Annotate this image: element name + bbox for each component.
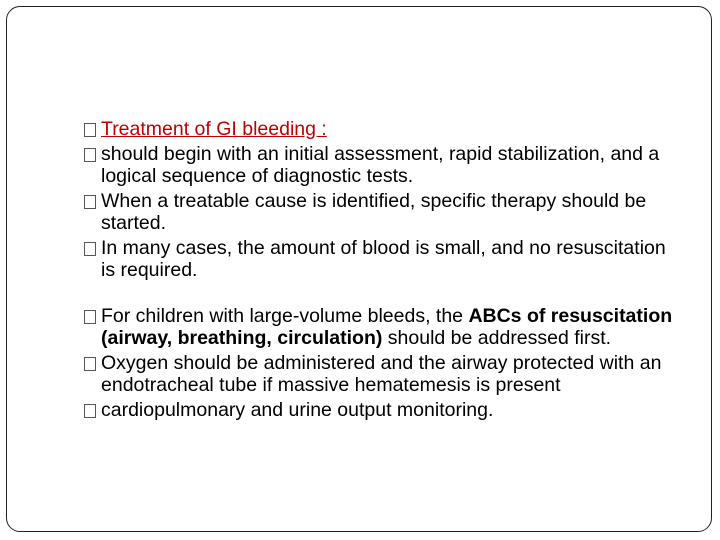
- bullet-text-pre: For children with large-volume bleeds, the: [101, 305, 469, 327]
- bullet-item: [84, 143, 684, 187]
- bullet-item: [84, 190, 684, 234]
- bullet-text-bold: ABCs of resuscitation (airway, breathing, circulation): [101, 305, 673, 349]
- checkbox-bullet-icon: [84, 195, 96, 209]
- checkbox-bullet-icon: [84, 123, 96, 137]
- checkbox-bullet-icon: [84, 357, 96, 371]
- bullet-text-post: should be addressed first.: [382, 327, 612, 349]
- bullet-item: [84, 352, 684, 396]
- bullet-title: [84, 118, 684, 140]
- bullet-item: [84, 237, 684, 281]
- slide-title: Treatment of GI bleeding :: [101, 118, 327, 140]
- checkbox-bullet-icon: [84, 404, 96, 418]
- spacer: [84, 284, 684, 305]
- checkbox-bullet-icon: [84, 242, 96, 256]
- bullet-abc: [84, 305, 684, 349]
- bullet-text: Oxygen should be administered and the airway protected with an endotracheal tube if massive hematemesis is present: [101, 352, 662, 396]
- checkbox-bullet-icon: [84, 148, 96, 162]
- bullet-item: [84, 399, 684, 421]
- bullet-text: When a treatable cause is identified, specific therapy should be started.: [101, 190, 647, 234]
- bullet-text: cardiopulmonary and urine output monitoring.: [101, 399, 494, 421]
- slide-content: [84, 118, 684, 424]
- bullet-text: should begin with an initial assessment, rapid stabilization, and a logical sequence of diagnostic tests.: [101, 143, 660, 187]
- checkbox-bullet-icon: [84, 310, 96, 324]
- bullet-text: In many cases, the amount of blood is small, and no resuscitation is required.: [101, 237, 666, 281]
